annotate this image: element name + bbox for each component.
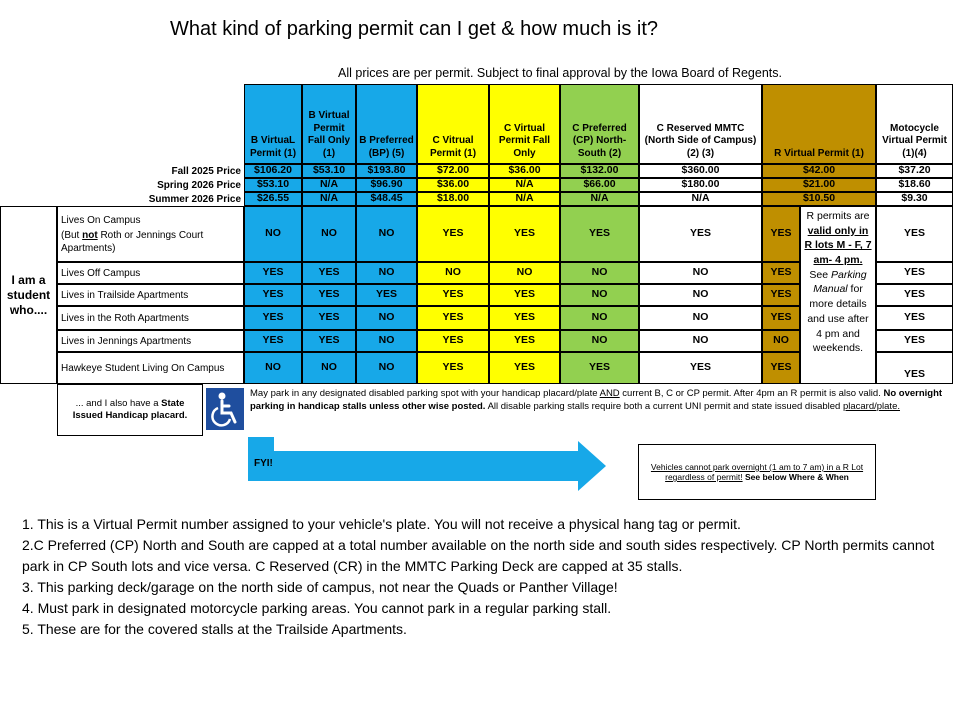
eligibility-cell: YES: [356, 284, 417, 306]
wheelchair-icon: [206, 388, 244, 430]
price-cell: $36.00: [417, 178, 489, 192]
eligibility-cell: YES: [876, 206, 953, 262]
eligibility-row-label: Lives in the Roth Apartments: [57, 306, 244, 330]
price-cell: $9.30: [876, 192, 953, 206]
permit-header: B Preferred (BP) (5): [356, 84, 417, 164]
price-cell: $360.00: [639, 164, 762, 178]
eligibility-cell: YES: [639, 206, 762, 262]
eligibility-cell: NO: [244, 206, 302, 262]
permit-header: Motocycle Virtual Permit (1)(4): [876, 84, 953, 164]
handicap-label-pre: ... and I also have a: [75, 398, 162, 410]
price-cell: $72.00: [417, 164, 489, 178]
eligibility-cell: YES: [244, 330, 302, 352]
price-cell: $37.20: [876, 164, 953, 178]
student-label: [0, 206, 57, 384]
price-cell: N/A: [489, 178, 560, 192]
eligibility-cell: YES: [762, 206, 800, 262]
r-note-line2: valid only in R lots M - F, 7 am- 4 pm.: [804, 224, 872, 267]
footnote-1: 1. This is a Virtual Permit number assigned to your vehicle's plate. You will not receive a physical hang tag or permit.: [22, 516, 741, 532]
handicap-text-3: All disable parking stalls require both a current UNI permit and state issued disabled: [485, 400, 843, 412]
eligibility-cell: NO: [639, 306, 762, 330]
eligibility-row-label: Lives in Jennings Apartments: [57, 330, 244, 352]
permit-header: C Reserved MMTC (North Side of Campus) (2) (3): [639, 84, 762, 164]
eligibility-cell: NO: [560, 306, 639, 330]
eligibility-cell: YES: [489, 330, 560, 352]
eligibility-cell: NO: [417, 262, 489, 284]
eligibility-cell: YES: [876, 330, 953, 352]
price-cell: N/A: [639, 192, 762, 206]
eligibility-cell: YES: [489, 206, 560, 262]
eligibility-cell: YES: [417, 352, 489, 384]
eligibility-cell: NO: [639, 262, 762, 284]
price-cell: $26.55: [244, 192, 302, 206]
eligibility-cell: YES: [560, 352, 639, 384]
price-cell: $180.00: [639, 178, 762, 192]
permit-header: C Preferred (CP) North-South (2): [560, 84, 639, 164]
price-cell: $132.00: [560, 164, 639, 178]
eligibility-cell: NO: [560, 284, 639, 306]
handicap-text-2: current B, C or CP permit. After 4pm an R permit is also valid.: [619, 388, 884, 399]
eligibility-cell: NO: [639, 284, 762, 306]
eligibility-cell: YES: [302, 306, 356, 330]
eligibility-cell: YES: [876, 306, 953, 330]
price-cell: $10.50: [762, 192, 876, 206]
price-cell: $106.20: [244, 164, 302, 178]
eligibility-cell: NO: [489, 262, 560, 284]
eligibility-cell: YES: [302, 284, 356, 306]
permit-header: B Virtual Permit Fall Only (1): [302, 84, 356, 164]
footnote-3: 3. This parking deck/garage on the north side of campus, not near the Quads or Panther Village!: [22, 579, 618, 595]
eligibility-cell: NO: [356, 306, 417, 330]
footnote-2: 2.C Preferred (CP) North and South are capped at a total number available on the north side and south sides respectively. CP North permits cannot park in CP South lots and vice versa. C Reserved (CR) in the MMTC Parking Deck are capped at 35 stalls.: [22, 537, 935, 574]
eligibility-cell: YES: [762, 284, 800, 306]
fyi-arrow: [248, 437, 608, 491]
eligibility-cell: YES: [639, 352, 762, 384]
eligibility-cell: YES: [489, 352, 560, 384]
row-label-line1: Lives On Campus: [61, 215, 141, 226]
price-row-label: Summer 2026 Price: [148, 193, 241, 205]
eligibility-cell: YES: [244, 306, 302, 330]
eligibility-cell: YES: [876, 262, 953, 284]
handicap-text-ul: placard/plate.: [842, 400, 900, 412]
price-disclaimer: All prices are per permit. Subject to final approval by the Iowa Board of Regents.: [338, 66, 782, 80]
eligibility-cell: NO: [356, 330, 417, 352]
r-note-pre: See: [809, 268, 831, 281]
page-title: What kind of parking permit can I get & how much is it?: [170, 18, 658, 40]
price-cell: N/A: [489, 192, 560, 206]
r-permit-note: [800, 206, 876, 384]
r-note-italic: Parking Manual: [813, 268, 867, 296]
handicap-rules: [246, 386, 954, 434]
eligibility-cell: YES: [489, 306, 560, 330]
overnight-note-ul: Vehicles cannot park overnight (1 am to 7 am) in a R Lot regardless of permit!: [650, 462, 864, 482]
eligibility-cell: YES: [762, 352, 800, 384]
eligibility-cell: YES: [244, 262, 302, 284]
eligibility-row-label: Lives in Trailside Apartments: [57, 284, 244, 306]
price-cell: N/A: [560, 192, 639, 206]
eligibility-cell: NO: [762, 330, 800, 352]
eligibility-row-label: Lives Off Campus: [57, 262, 244, 284]
eligibility-cell: NO: [639, 330, 762, 352]
eligibility-cell: NO: [560, 330, 639, 352]
overnight-note-post: See below Where & When: [742, 472, 849, 482]
eligibility-cell: NO: [302, 352, 356, 384]
price-cell: $48.45: [356, 192, 417, 206]
footnotes: [22, 514, 942, 640]
price-cell: $66.00: [560, 178, 639, 192]
eligibility-row-label: [57, 206, 244, 262]
permit-header: B VirtuaL Permit (1): [244, 84, 302, 164]
eligibility-cell: YES: [417, 306, 489, 330]
eligibility-cell: NO: [244, 352, 302, 384]
handicap-text-bold: No overnight parking in handicap stalls unless other wise posted.: [250, 388, 943, 412]
handicap-text-and: AND: [599, 388, 620, 399]
eligibility-cell: NO: [356, 206, 417, 262]
footnote-5: 5. These are for the covered stalls at the Trailside Apartments.: [22, 621, 407, 637]
eligibility-cell: YES: [417, 330, 489, 352]
permit-header: R Virtual Permit (1): [762, 84, 876, 164]
eligibility-row-label: Hawkeye Student Living On Campus: [57, 352, 244, 384]
r-note-line1: R permits are: [806, 210, 870, 222]
overnight-note: [638, 444, 876, 500]
price-cell: $42.00: [762, 164, 876, 178]
student-label-text: I am a student who....: [6, 272, 51, 317]
handicap-label-bold: State Issued Handicap placard.: [72, 398, 188, 421]
price-cell: $18.60: [876, 178, 953, 192]
row-label-part: (But: [61, 230, 83, 241]
fyi-label: FYI!: [254, 458, 273, 469]
eligibility-cell: YES: [417, 284, 489, 306]
price-row-label: Fall 2025 Price: [171, 165, 241, 177]
row-label-line2: [61, 229, 243, 255]
permit-header: C Vitrual Permit (1): [417, 84, 489, 164]
eligibility-cell: YES: [876, 352, 953, 384]
eligibility-cell: NO: [302, 206, 356, 262]
handicap-label: [57, 384, 203, 436]
price-row-label: Spring 2026 Price: [157, 179, 241, 191]
eligibility-cell: YES: [876, 284, 953, 306]
price-cell: $193.80: [356, 164, 417, 178]
footnote-4: 4. Must park in designated motorcycle parking areas. You cannot park in a regular parking stall.: [22, 600, 612, 616]
eligibility-cell: YES: [762, 262, 800, 284]
eligibility-cell: YES: [302, 262, 356, 284]
price-cell: $21.00: [762, 178, 876, 192]
price-cell: $53.10: [302, 164, 356, 178]
price-cell: N/A: [302, 192, 356, 206]
eligibility-cell: YES: [560, 206, 639, 262]
handicap-text-1: May park in any designated disabled parking spot with your handicap placard/plate: [250, 388, 600, 399]
r-note-post: for more details and use after 4 pm and weekends.: [807, 283, 869, 355]
eligibility-cell: YES: [489, 284, 560, 306]
eligibility-cell: YES: [417, 206, 489, 262]
price-cell: $18.00: [417, 192, 489, 206]
price-cell: $96.90: [356, 178, 417, 192]
eligibility-cell: NO: [560, 262, 639, 284]
eligibility-cell: YES: [302, 330, 356, 352]
permit-header: C Virtual Permit Fall Only: [489, 84, 560, 164]
eligibility-cell: YES: [762, 306, 800, 330]
row-label-part: not: [82, 230, 98, 241]
price-cell: $36.00: [489, 164, 560, 178]
eligibility-cell: NO: [356, 262, 417, 284]
price-cell: $53.10: [244, 178, 302, 192]
row-label-part: Roth or Jennings Court Apartments): [61, 230, 204, 254]
eligibility-cell: NO: [356, 352, 417, 384]
price-cell: N/A: [302, 178, 356, 192]
eligibility-cell: YES: [244, 284, 302, 306]
